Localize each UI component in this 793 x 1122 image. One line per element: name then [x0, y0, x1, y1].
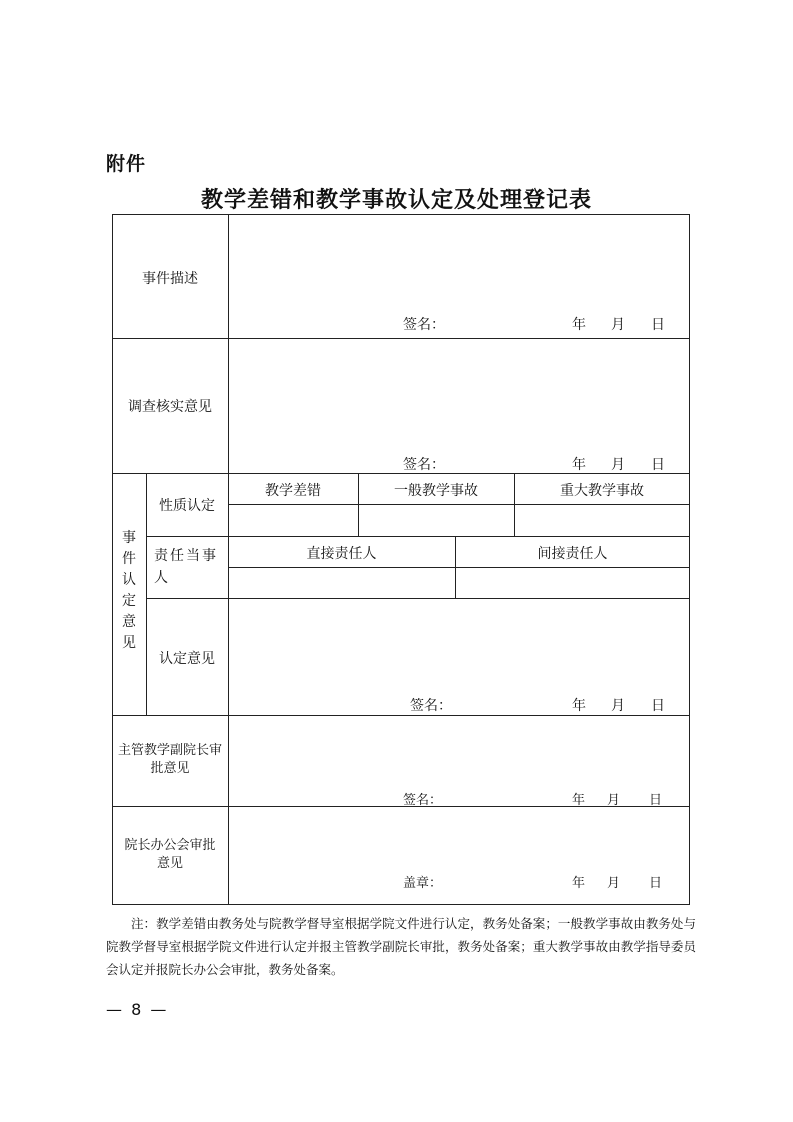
- label-investigation: 调查核实意见: [128, 399, 212, 415]
- sign-label: 签名：: [403, 457, 445, 473]
- month-label: 月: [611, 698, 625, 714]
- label-responsible: 责任当事人: [154, 548, 218, 586]
- month-label: 月: [611, 457, 625, 473]
- label-president-office: 院长办公会审批意见: [124, 838, 216, 871]
- year-label: 年: [572, 457, 586, 473]
- responsible-option-direct: 直接责任人: [306, 546, 377, 562]
- form-title: 教学差错和教学事故认定及处理登记表: [200, 188, 592, 213]
- label-event-determination: 事件认定意见: [122, 530, 136, 651]
- label-vice-president: 主管教学副院长审批意见: [118, 743, 223, 776]
- day-label: 日: [649, 793, 663, 808]
- day-label: 日: [649, 876, 663, 891]
- nature-option-minor-error: 教学差错: [265, 483, 321, 499]
- label-event-description: 事件描述: [142, 271, 198, 287]
- footnote: 注：教学差错由教务处与院教学督导室根据学院文件进行认定，教务处备案；一般教学事故由教务处与院教学督导室根据学院文件进行认定并报主管教学副院长审批，教务处备案；重大教学事故由教学指导委员会认定并报院长办公会审批，教务处备案。: [106, 916, 696, 977]
- page-number: — 8 —: [106, 1000, 169, 1019]
- label-nature: 性质认定: [159, 498, 215, 514]
- month-label: 月: [611, 317, 625, 333]
- nature-option-general-incident: 一般教学事故: [394, 483, 478, 499]
- year-label: 年: [572, 793, 586, 808]
- month-label: 月: [607, 793, 621, 808]
- nature-option-major-incident: 重大教学事故: [560, 483, 644, 499]
- year-label: 年: [572, 317, 586, 333]
- attachment-label: 附件: [106, 153, 147, 175]
- responsible-option-indirect: 间接责任人: [537, 546, 608, 562]
- year-label: 年: [572, 876, 586, 891]
- year-label: 年: [572, 698, 586, 714]
- sign-label: 签名：: [403, 317, 445, 333]
- sign-label: 签名：: [410, 698, 452, 714]
- registration-table: [112, 214, 690, 904]
- day-label: 日: [651, 317, 665, 333]
- day-label: 日: [651, 698, 665, 714]
- month-label: 月: [607, 876, 621, 891]
- sign-label: 签名：: [403, 793, 443, 808]
- label-determination-opinion: 认定意见: [159, 651, 215, 667]
- day-label: 日: [651, 457, 665, 473]
- seal-label: 盖章：: [403, 876, 443, 891]
